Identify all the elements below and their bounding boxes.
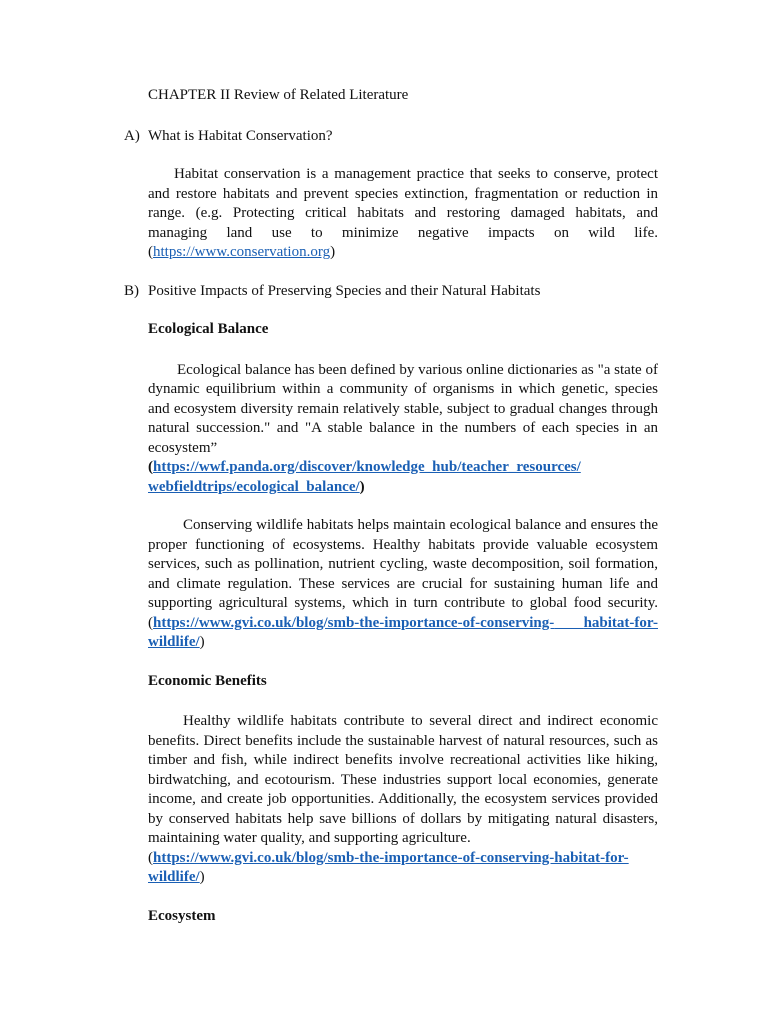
section-a-heading [124, 127, 658, 147]
section-a-label: A) [124, 127, 140, 144]
ecological-balance-paragraph-2: Conserving wildlife habitats helps maintain ecological balance and ensures the proper functioning of ecosystems. Healthy habitats provide valuable ecosystem services, such as pollination, nutrient cycling, waste decomposition, soil formation, and climate regulation. These services are crucial for sustaining human life and supporting agricultural systems, which in turn contribute to global food security. (https://www.gvi.co.uk/blog/smb-the-importance-of-conserving- habitat-for-wildlife/) [148, 517, 658, 650]
ecosystem-heading: Ecosystem [148, 907, 216, 924]
wwf-link-part2: webfieldtrips/ecological_balance/ [148, 478, 360, 495]
economic-benefits-text: Healthy wildlife habitats contribute to several direct and indirect economic benefits. Direct benefits include the sustainable harvest of natural resources, such as timber and fish, while indirect benefits involve recreational activities like hiking, birdwatching, and ecotourism. These industries support local economies, generate income, and create job opportunities. Additionally, the ecosystem services provided by conserved habitats help save billions of dollars by mitigating natural disasters, maintaining water quality, and supporting agriculture. [148, 713, 658, 846]
chapter-title: CHAPTER II Review of Related Literature [148, 87, 409, 103]
document-page [124, 86, 658, 947]
wwf-link-part1: https://wwf.panda.org/discover/knowledge_hub/teacher_resources/ [153, 459, 581, 475]
ecological-balance-text-2: Conserving wildlife habitats helps maintain ecological balance and ensures the proper functioning of ecosystems. Healthy habitats provide valuable ecosystem services, such as pollination, nutrient cycling, waste decomposition, soil formation, and climate regulation. These services are crucial for sustaining human life and supporting agricultural systems, which in turn contribute to global food security. [148, 517, 658, 611]
gvi-link-2-part2: wildlife/ [148, 869, 200, 885]
section-b-heading [124, 282, 658, 302]
habitat-conservation-paragraph: Habitat conservation is a management practice that seeks to conserve, protect and restore habitats and prevent species extinction, fragmentation or reduction in range. (e.g. Protecting critical habitats and restoring damaged habitats, and managing land use to minimize negative impacts on wild life. (https://www.conservation.org) [148, 166, 658, 260]
section-a-title: What is Habitat Conservation? [148, 127, 333, 144]
gvi-link-2[interactable] [148, 850, 629, 886]
ecological-balance-heading: Ecological Balance [148, 321, 269, 337]
economic-benefits-paragraph [148, 712, 658, 888]
habitat-conservation-text: Habitat conservation is a management practice that seeks to conserve, protect and restore habitats and prevent species extinction, fragmentation or reduction in range. (e.g. Protecting critical habitats and restoring damaged habitats, and managing land use to minimize negative impacts on wild life. [148, 166, 658, 241]
ecological-balance-paragraph-1 [148, 361, 658, 498]
gvi-link-1-part2: habitat-for-wildlife/ [148, 614, 658, 650]
section-b-label: B) [124, 282, 139, 299]
economic-benefits-heading: Economic Benefits [148, 672, 267, 689]
gvi-link-2-wrapper: (https://www.gvi.co.uk/blog/smb-the-importance-of-conserving-habitat-for- wildlife/) [148, 849, 629, 885]
gvi-link-2-part1: https://www.gvi.co.uk/blog/smb-the-importance-of-conserving-habitat-for- [153, 849, 629, 866]
ecological-balance-text-1: Ecological balance has been defined by various online dictionaries as "a state of dynamic equilibrium within a community of organisms in which genetic, species and ecosystem diversity remain relatively stable, subject to gradual changes through natural succession." and "A stable balance in the numbers of each species in an ecosystem” [148, 361, 658, 456]
gvi-link-1-part1: https://www.gvi.co.uk/blog/smb-the-importance-of-conserving- [153, 614, 555, 631]
conservation-org-link[interactable]: https://www.conservation.org [153, 244, 331, 260]
section-b-title: Positive Impacts of Preserving Species and their Natural Habitats [148, 282, 541, 299]
wwf-link-wrapper: (https://wwf.panda.org/discover/knowledge_hub/teacher_resources/ webfieldtrips/ecological_balance/) [148, 459, 581, 495]
gvi-link-1[interactable] [148, 615, 658, 651]
